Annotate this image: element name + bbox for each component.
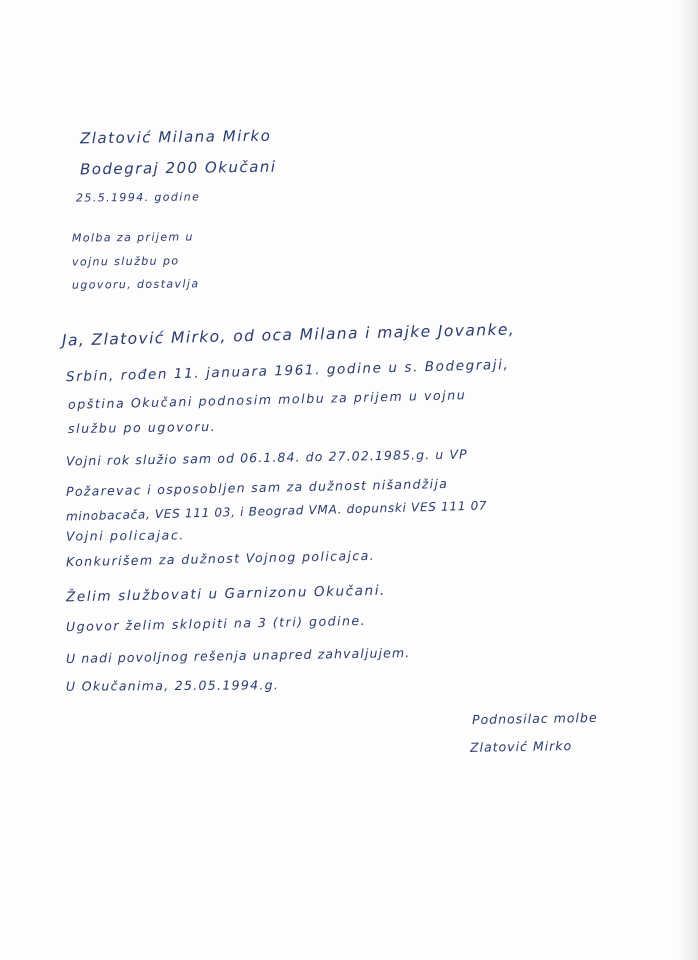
body-line: Ugovor želim sklopiti na 3 (tri) godine. (65, 612, 367, 635)
body-line: Vojni rok služio sam od 06.1.84. do 27.02.1985.g. u VP (65, 446, 468, 469)
body-line: Vojni policajac. (65, 527, 186, 544)
body-line: Konkurišem za dužnost Vojnog policajca. (65, 547, 376, 570)
body-line: Ja, Zlatović Mirko, od oca Milana i majke Jovanke, (61, 320, 516, 350)
subject-line-3: ugovoru, dostavlja (71, 277, 200, 292)
subject-line-2: vojnu službu po (71, 254, 180, 269)
subject-line-1: Molba za prijem u (71, 230, 194, 245)
page-edge-shadow (676, 0, 698, 960)
body-line: službu po ugovoru. (67, 418, 217, 437)
body-line: Srbin, rođen 11. januara 1961. godine u s. Bodegraji, (65, 356, 510, 386)
body-place-date: U Okučanima, 25.05.1994.g. (65, 677, 280, 694)
signature-label: Podnosilac molbe (471, 709, 598, 728)
signature-name: Zlatović Mirko (469, 738, 573, 755)
body-line: U nadi povoljnog rešenja unapred zahvaljujem. (65, 644, 411, 667)
sender-name: Zlatović Milana Mirko (79, 126, 272, 148)
sender-address: Bodegraj 200 Okučani (79, 157, 277, 179)
sender-date: 25.5.1994. godine (75, 190, 201, 205)
body-line: opština Okučani podnosim molbu za prijem u vojnu (67, 387, 467, 412)
body-line: Požarevac i osposobljen sam za dužnost nišandžija (65, 476, 449, 499)
body-line: minobacača, VES 111 03, i Beograd VMA. dopunski VES 111 07 (65, 498, 488, 524)
body-line: Želim službovati u Garnizonu Okučani. (65, 582, 387, 606)
